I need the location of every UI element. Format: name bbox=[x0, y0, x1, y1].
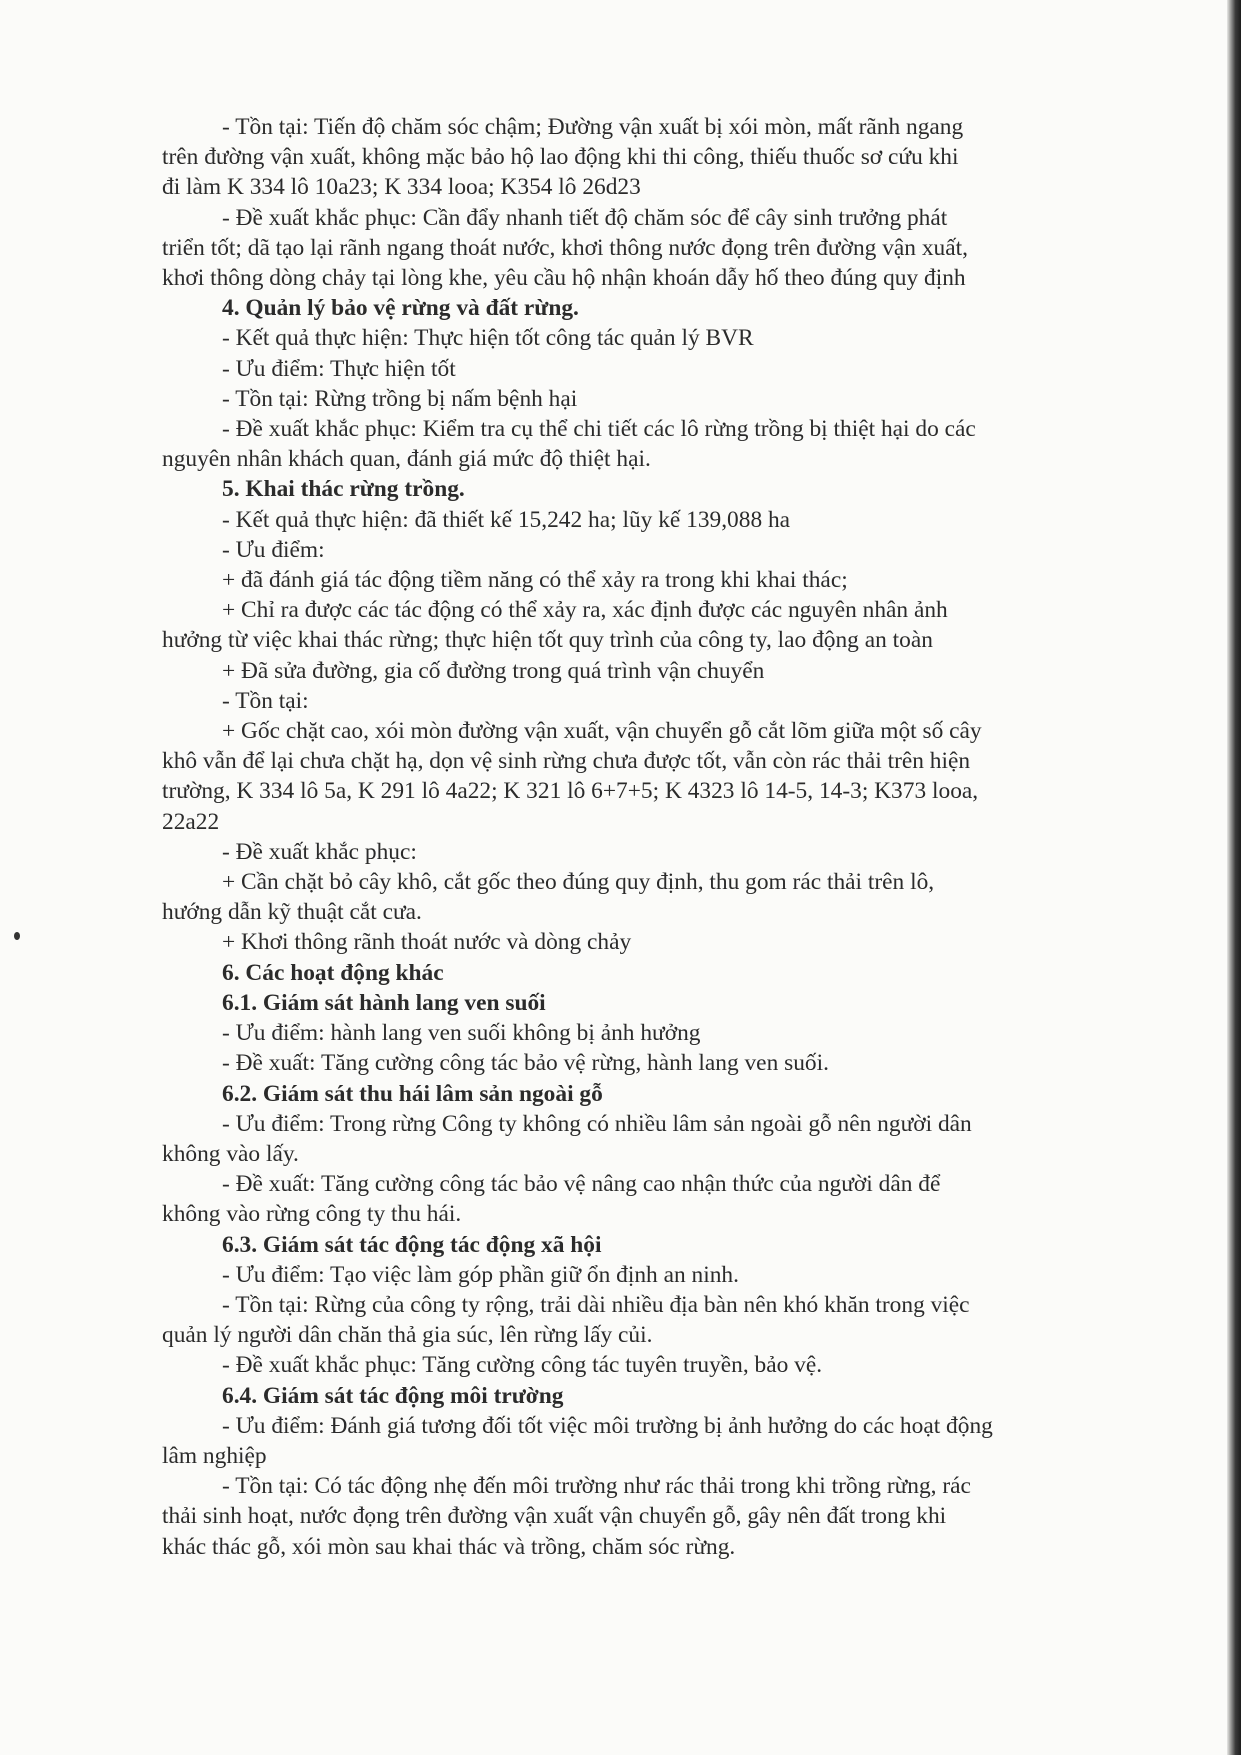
text-line: + Chỉ ra được các tác động có thể xảy ra, xác định được các nguyên nhân ảnh bbox=[222, 597, 948, 624]
text-line: 22a22 bbox=[162, 808, 220, 835]
text-line: khơi thông dòng chảy tại lòng khe, yêu cầu hộ nhận khoán dẫy hố theo đúng quy định bbox=[162, 265, 966, 292]
text-line: - Ưu điểm: bbox=[222, 536, 325, 563]
text-line: triển tốt; dã tạo lại rãnh ngang thoát nước, khơi thông nước đọng trên đường vận xuất, bbox=[162, 234, 968, 261]
text-line: trên đường vận xuất, không mặc bảo hộ lao động khi thi công, thiếu thuốc sơ cứu khi bbox=[162, 144, 959, 171]
section-heading: 5. Khai thác rừng trồng. bbox=[222, 476, 465, 503]
text-line: - Đề xuất khắc phục: Tăng cường công tác tuyên truyền, bảo vệ. bbox=[222, 1352, 823, 1379]
text-line: - Ưu điểm: hành lang ven suối không bị ảnh hưởng bbox=[222, 1020, 701, 1047]
text-line: - Tồn tại: Rừng của công ty rộng, trải dài nhiều địa bàn nên khó khăn trong việc bbox=[222, 1291, 970, 1318]
text-line: quản lý người dân chăn thả gia súc, lên rừng lấy củi. bbox=[162, 1322, 653, 1349]
scan-speck bbox=[14, 932, 20, 940]
text-line: - Tồn tại: Có tác động nhẹ đến môi trường như rác thải trong khi trồng rừng, rác bbox=[222, 1473, 971, 1500]
text-line: - Ưu điểm: Đánh giá tương đối tốt việc môi trường bị ảnh hưởng do các hoạt động bbox=[222, 1412, 993, 1439]
text-line: + đã đánh giá tác động tiềm năng có thể xảy ra trong khi khai thác; bbox=[222, 567, 848, 594]
text-line: trường, K 334 lô 5a, K 291 lô 4a22; K 321 lô 6+7+5; K 4323 lô 14-5, 14-3; K373 looa, bbox=[162, 778, 979, 805]
text-line: + Đã sửa đường, gia cố đường trong quá trình vận chuyển bbox=[222, 657, 765, 684]
text-line: + Gốc chặt cao, xói mòn đường vận xuất, vận chuyển gỗ cắt lõm giữa một số cây bbox=[222, 718, 982, 745]
document-body bbox=[162, 112, 1124, 1562]
text-line: - Đề xuất: Tăng cường công tác bảo vệ nâng cao nhận thức của người dân để bbox=[222, 1171, 941, 1198]
text-line: hưởng từ việc khai thác rừng; thực hiện tốt quy trình của công ty, lao động an toàn bbox=[162, 627, 933, 654]
text-line: - Kết quả thực hiện: đã thiết kế 15,242 ha; lũy kế 139,088 ha bbox=[222, 506, 791, 533]
text-line: + Khơi thông rãnh thoát nước và dòng chảy bbox=[222, 929, 632, 956]
text-line: lâm nghiệp bbox=[162, 1442, 267, 1469]
text-line: thải sinh hoạt, nước đọng trên đường vận xuất vận chuyển gỗ, gây nên đất trong khi bbox=[162, 1503, 947, 1530]
text-line: - Kết quả thực hiện: Thực hiện tốt công tác quản lý BVR bbox=[222, 325, 754, 352]
text-line: hướng dẫn kỹ thuật cắt cưa. bbox=[162, 899, 422, 926]
text-line: + Cần chặt bỏ cây khô, cắt gốc theo đúng quy định, thu gom rác thải trên lô, bbox=[222, 869, 935, 896]
text-line: - Tồn tại: Tiến độ chăm sóc chậm; Đường vận xuất bị xói mòn, mất rãnh ngang bbox=[222, 114, 964, 140]
text-line: - Đề xuất khắc phục: Cần đẩy nhanh tiết độ chăm sóc để cây sinh trưởng phát bbox=[222, 204, 948, 231]
text-line: - Ưu điểm: Thực hiện tốt bbox=[222, 355, 456, 382]
text-line: khô vẫn để lại chưa chặt hạ, dọn vệ sinh rừng chưa được tốt, vẫn còn rác thải trên hiện bbox=[162, 748, 971, 775]
text-line: - Ưu điểm: Trong rừng Công ty không có nhiều lâm sản ngoài gỗ nên người dân bbox=[222, 1110, 972, 1137]
text-line: - Ưu điểm: Tạo việc làm góp phần giữ ổn định an ninh. bbox=[222, 1261, 739, 1288]
text-line: - Đề xuất khắc phục: bbox=[222, 838, 417, 865]
text-line: không vào lấy. bbox=[162, 1140, 299, 1167]
text-line: - Tồn tại: bbox=[222, 687, 309, 714]
section-heading: 6.3. Giám sát tác động tác động xã hội bbox=[222, 1231, 602, 1258]
section-heading: 4. Quản lý bảo vệ rừng và đất rừng. bbox=[222, 295, 579, 322]
text-line: - Đề xuất khắc phục: Kiểm tra cụ thể chi tiết các lô rừng trồng bị thiệt hại do các bbox=[222, 416, 976, 443]
text-line: khác thác gỗ, xói mòn sau khai thác và trồng, chăm sóc rừng. bbox=[162, 1533, 736, 1560]
text-line: không vào rừng công ty thu hái. bbox=[162, 1201, 462, 1228]
section-heading: 6. Các hoạt động khác bbox=[222, 959, 444, 986]
section-heading: 6.4. Giám sát tác động môi trường bbox=[222, 1382, 564, 1409]
section-heading: 6.1. Giám sát hành lang ven suối bbox=[222, 989, 546, 1016]
text-line: nguyên nhân khách quan, đánh giá mức độ thiệt hại. bbox=[162, 446, 651, 473]
text-line: đi làm K 334 lô 10a23; K 334 looa; K354 lô 26d23 bbox=[162, 174, 641, 201]
section-heading: 6.2. Giám sát thu hái lâm sản ngoài gỗ bbox=[222, 1080, 603, 1107]
text-line: - Đề xuất: Tăng cường công tác bảo vệ rừng, hành lang ven suối. bbox=[222, 1050, 829, 1077]
text-line: - Tồn tại: Rừng trồng bị nấm bệnh hại bbox=[222, 385, 578, 412]
scan-edge-shadow bbox=[1227, 0, 1241, 1755]
